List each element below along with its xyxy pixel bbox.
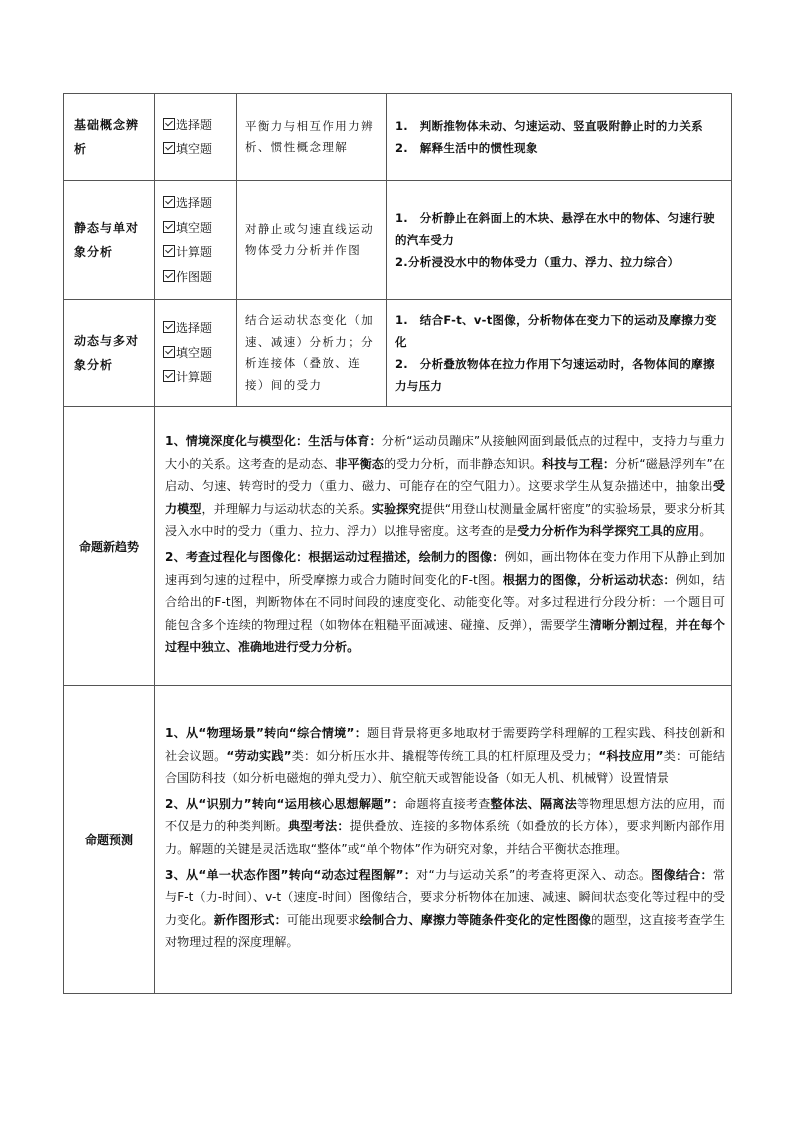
checkbox-checked-icon: [163, 370, 175, 382]
trend-paragraph-2: 2、考查过程化与图像化：根据运动过程描述，绘制力的图像：例如，画出物体在变力作用下从静止到加速再到匀速的过程中，所受摩擦力或合力随时间变化的F-t图。根据力的图像，分析运动状态：例如，结合给出的F-t图，判断物体在不同时间段的速度变化、动能变化等。对多过程进行分段分析：一个题目可能包含多个连续的物理过程（如物体在粗糙平面减速、碰撞、反弹），需要学生清晰分割过程，并在每个过程中独立、准确地进行受力分析。: [165, 550, 726, 655]
question-type: 计算题: [163, 240, 236, 265]
checkbox-checked-icon: [163, 321, 175, 333]
question-type: 作图题: [163, 265, 236, 290]
category-cell: 基础概念辨析: [64, 94, 155, 181]
aspect-item: 1. 判断推物体未动、匀速运动、竖直吸附静止时的力关系: [395, 119, 703, 133]
table-row: [64, 300, 732, 407]
prediction-label-cell: 命题预测: [64, 686, 155, 994]
question-types-cell: [155, 181, 237, 300]
aspect-item: 2. 分析叠放物体在拉力作用下匀速运动时，各物体间的摩擦力与压力: [395, 357, 715, 393]
focus-cell: 结合运动状态变化（加速、减速）分析力；分析连接体（叠放、连接）间的受力: [237, 300, 387, 407]
trend-content-cell: [155, 407, 732, 686]
checkbox-checked-icon: [163, 346, 175, 358]
category-cell: 静态与单对象分析: [64, 181, 155, 300]
aspects-cell: [387, 300, 732, 407]
checkbox-checked-icon: [163, 118, 175, 130]
aspects-cell: [387, 94, 732, 181]
exam-analysis-table: [63, 93, 732, 994]
table-row: [64, 686, 732, 994]
aspect-item: 2. 解释生活中的惯性现象: [395, 141, 538, 155]
checkbox-checked-icon: [163, 245, 175, 257]
question-type: 计算题: [163, 365, 236, 390]
question-types-cell: [155, 94, 237, 181]
question-type: 填空题: [163, 216, 236, 241]
prediction-paragraph-1: 1、从“物理场景”转向“综合情境”：题目背景将更多地取材于需要跨学科理解的工程实践、科技创新和社会议题。“劳动实践”类：如分析压水井、撬棍等传统工具的杠杆原理及受力；“科技应用”类：可能结合国防科技（如分析电磁炮的弹丸受力）、航空航天或智能设备（如无人机、机械臂）设置情景: [165, 726, 725, 786]
trend-label-cell: 命题新趋势: [64, 407, 155, 686]
table-row: [64, 407, 732, 686]
focus-cell: 对静止或匀速直线运动物体受力分析并作图: [237, 181, 387, 300]
question-type: 选择题: [163, 191, 236, 216]
prediction-paragraph-3: 3、从“单一状态作图”转向“动态过程图解”：对“力与运动关系”的考查将更深入、动态。图像结合：常与F-t（力-时间）、v-t（速度-时间）图像结合，要求分析物体在加速、减速、瞬间状态变化等过程中的受力变化。新作图形式：可能出现要求绘制合力、摩擦力等随条件变化的定性图像的题型，这直接考查学生对物理过程的深度理解。: [165, 867, 725, 950]
aspect-item: 1. 结合F-t、v-t图像，分析物体在变力下的运动及摩擦力变化: [395, 313, 717, 349]
question-type: 选择题: [163, 316, 236, 341]
question-type: 填空题: [163, 137, 236, 162]
aspects-cell: [387, 181, 732, 300]
table-row: [64, 181, 732, 300]
checkbox-checked-icon: [163, 270, 175, 282]
checkbox-checked-icon: [163, 221, 175, 233]
question-types-cell: [155, 300, 237, 407]
trend-paragraph-1: 1、情境深度化与模型化：生活与体育：分析“运动员蹦床”从接触网面到最低点的过程中，支持力与重力大小的关系。这考查的是动态、非平衡态的受力分析，而非静态知识。科技与工程：分析“磁悬浮列车”在启动、匀速、转弯时的受力（重力、磁力、可能存在的空气阻力）。这要求学生从复杂描述中，抽象出受力模型，并理解力与运动状态的关系。实验探究提供“用登山杖测量金属杆密度”的实验场景，要求分析其浸入水中时的受力（重力、拉力、浮力）以推导密度。这考查的是受力分析作为科学探究工具的应用。: [165, 434, 726, 539]
aspect-item: 1. 分析静止在斜面上的木块、悬浮在水中的物体、匀速行驶的汽车受力: [395, 211, 715, 247]
question-type: 填空题: [163, 341, 236, 366]
aspect-item: 2.分析浸没水中的物体受力（重力、浮力、拉力综合）: [395, 255, 680, 269]
prediction-content-cell: [155, 686, 732, 994]
focus-cell: 平衡力与相互作用力辨析、惯性概念理解: [237, 94, 387, 181]
question-type: 选择题: [163, 113, 236, 138]
category-cell: 动态与多对象分析: [64, 300, 155, 407]
table-row: [64, 94, 732, 181]
checkbox-checked-icon: [163, 142, 175, 154]
checkbox-checked-icon: [163, 196, 175, 208]
prediction-paragraph-2: 2、从“识别力”转向“运用核心思想解题”：命题将直接考查整体法、隔离法等物理思想方法的应用，而不仅是力的种类判断。典型考法：提供叠放、连接的多物体系统（如叠放的长方体），要求判断内部作用力。解题的关键是灵活选取“整体”或“单个物体”作为研究对象，并结合平衡状态推理。: [165, 796, 725, 856]
